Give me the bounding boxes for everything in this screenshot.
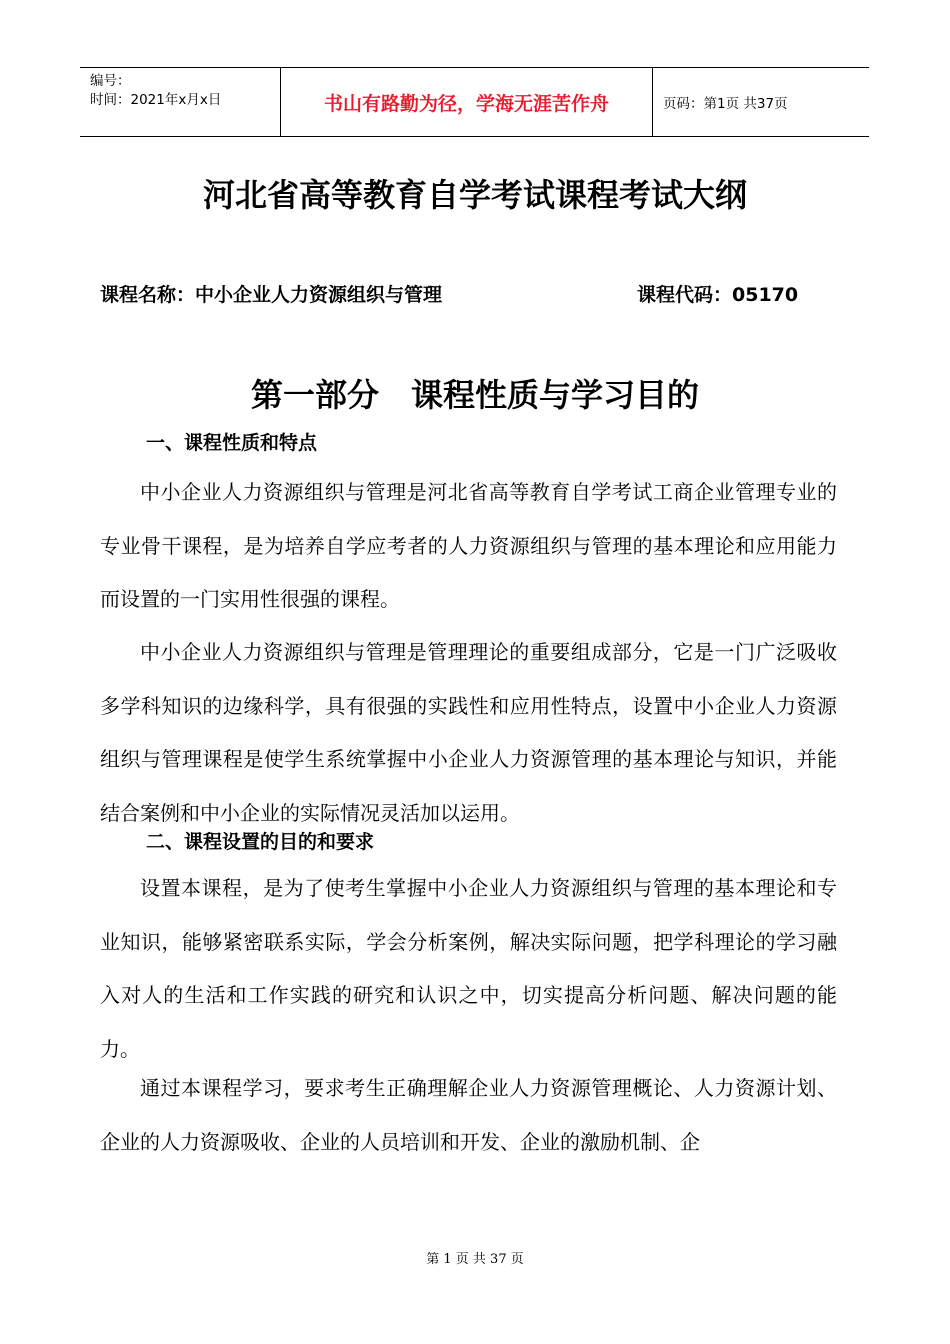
paragraph: 中小企业人力资源组织与管理是河北省高等教育自学考试工商企业管理专业的专业骨干课程，是为培养自学应考者的人力资源组织与管理的基本理论和应用能力而设置的一门实用性很强的课程。	[100, 480, 837, 611]
course-code: 课程代码：05170	[637, 284, 799, 306]
document-title: 河北省高等教育自学考试课程考试大纲	[202, 176, 747, 214]
page-info: 页码：第1页 共37页	[663, 96, 788, 112]
header-left-cell	[80, 68, 281, 136]
paragraph: 通过本课程学习，要求考生正确理解企业人力资源管理概论、人力资源计划、企业的人力资源吸收、企业的人员培训和开发、企业的激励机制、企	[100, 1076, 837, 1154]
time-label: 时间：2021年x月x日	[90, 92, 222, 108]
page-footer: 第 1 页 共 37 页	[426, 1252, 524, 1267]
course-name: 课程名称：中小企业人力资源组织与管理	[100, 284, 443, 306]
section-heading-1: 一、课程性质和特点	[146, 432, 318, 454]
paragraph: 设置本课程，是为了使考生掌握中小企业人力资源组织与管理的基本理论和专业知识，能够紧密联系实际，学会分析案例，解决实际问题，把学科理论的学习融入对人的生活和工作实践的研究和认识之中，切实提高分析问题、解决问题的能力。	[100, 876, 837, 1061]
header-table	[80, 67, 869, 137]
paragraph: 中小企业人力资源组织与管理是管理理论的重要组成部分，它是一门广泛吸收多学科知识的边缘科学，具有很强的实践性和应用性特点，设置中小企业人力资源组织与管理课程是使学生系统掌握中小企业人力资源管理的基本理论与知识，并能结合案例和中小企业的实际情况灵活加以运用。	[100, 640, 837, 825]
motto: 书山有路勤为径，学海无涯苦作舟	[281, 68, 653, 136]
number-label: 编号：	[90, 73, 131, 89]
section-heading-2: 二、课程设置的目的和要求	[146, 831, 375, 853]
part-title: 第一部分 课程性质与学习目的	[250, 376, 699, 414]
